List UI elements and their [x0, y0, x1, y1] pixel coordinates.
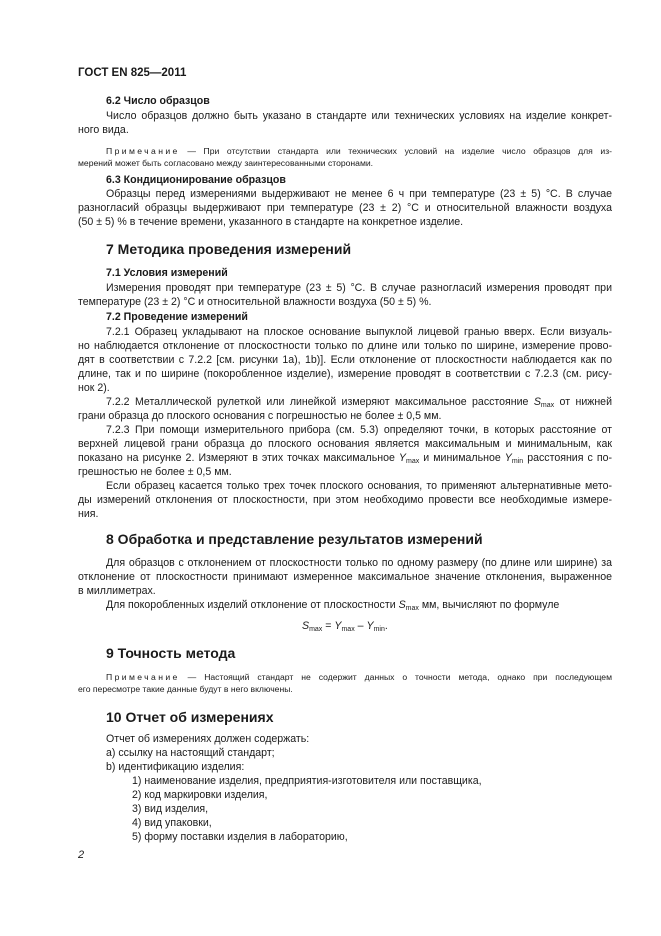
- paragraph-line: температуре (23 ± 2) °С и относительной влажности воздуха (50 ± 5) %.: [78, 296, 432, 308]
- formula-var: S: [398, 599, 406, 611]
- formula-var: S: [533, 396, 541, 408]
- formula-subscript: max: [309, 626, 323, 633]
- formula-end: .: [384, 620, 388, 632]
- formula-var: Y: [504, 452, 512, 464]
- list-item: 2) код маркировки изделия,: [132, 789, 268, 801]
- paragraph-line: ды измерений отклонения от плоскостности, при этом необходимо провести все необходимые измере-: [78, 494, 612, 506]
- section-6-2-title: 6.2 Число образцов: [106, 95, 210, 107]
- list-item: a) ссылку на настоящий стандарт;: [106, 747, 275, 759]
- section-10-heading: 10 Отчет об измерениях: [106, 709, 274, 725]
- text-run: мм, вычисляют по формуле: [418, 599, 560, 611]
- paragraph-7-2-3-line3: [78, 451, 612, 465]
- list-item: 4) вид упаковки,: [132, 817, 212, 829]
- paragraph-line: ния.: [78, 508, 99, 520]
- paragraph-line: в миллиметрах.: [78, 585, 156, 597]
- formula-subscript: max: [540, 402, 555, 409]
- paragraph-line: (50 ± 5) % в течение времени, указанного в стандарте на конкретное изделие.: [78, 216, 464, 228]
- section-7-2-title: 7.2 Проведение измерений: [106, 311, 248, 323]
- paragraph-8-formula-intro: [106, 598, 559, 612]
- text-run: показано на рисунке 2. Измеряют в этих точках максимальное: [78, 452, 399, 464]
- note-text: — Настоящий стандарт не содержит данных о точности метода, однако при последующем: [179, 672, 612, 682]
- paragraph-line: разногласий образцы выдерживают при температуре (23 ± 2) °С и относительной влажности воздуха: [78, 202, 612, 214]
- paragraph-7-2-2: [106, 395, 612, 409]
- text-run: Для покоробленных изделий отклонение от плоскостности: [106, 599, 399, 611]
- list-item: 5) форму поставки изделия в лабораторию,: [132, 831, 348, 843]
- paragraph-line: грешностью не более ± 0,5 мм.: [78, 466, 232, 478]
- formula-var: Y: [334, 620, 342, 632]
- note-label: Примечание: [106, 672, 180, 682]
- section-9-heading: 9 Точность метода: [106, 645, 236, 661]
- paragraph-line: Измерения проводят при температуре (23 ± 5) °С. В случае разногласий измерения проводят при: [106, 282, 612, 294]
- formula-subscript: min: [511, 458, 524, 465]
- note-6-2: [106, 145, 612, 157]
- paragraph-line: 7.2.1 Образец укладывают на плоское основание выпуклой лицевой гранью вверх. Если визуаль-: [106, 326, 612, 338]
- note-label: Примечание: [106, 146, 180, 156]
- formula-subscript: max: [405, 605, 419, 612]
- section-6-3-title: 6.3 Кондиционирование образцов: [106, 174, 286, 186]
- formula-var: S: [302, 620, 310, 632]
- paragraph-line: грани образца до плоского основания с погрешностью не более ± 0,5 мм.: [78, 410, 442, 422]
- text-run: и минимальное: [419, 452, 505, 464]
- formula-subscript: max: [406, 458, 420, 465]
- text-run: от нижней: [554, 396, 612, 408]
- formula-subscript: max: [341, 626, 355, 633]
- paragraph-line: 7.2.3 При помощи измерительного прибора (см. 5.3) определяют точки, в которых расстояние от: [106, 424, 612, 436]
- section-7-1-title: 7.1 Условия измерений: [106, 267, 228, 279]
- note-text: — При отсутствии стандарта или технических условий на изделие число образцов для из-: [179, 146, 612, 156]
- page-number: 2: [78, 849, 85, 861]
- list-item: 1) наименование изделия, предприятия-изготовителя или поставщика,: [132, 775, 482, 787]
- list-item: 3) вид изделия,: [132, 803, 209, 815]
- formula-var: Y: [366, 620, 374, 632]
- paragraph-line: но наблюдается отклонение от плоскостности только по длине или только по ширине, измерение прово-: [78, 340, 612, 352]
- text-run: расстояния с по-: [523, 452, 613, 464]
- paragraph-line: Число образцов должно быть указано в стандарте или технических условиях на изделие конкрет-: [106, 110, 612, 122]
- formula-var: Y: [398, 452, 406, 464]
- note-9: [106, 671, 612, 683]
- paragraph-line: Образцы перед измерениями выдерживают не менее 6 ч при температуре (23 ± 5) °С. В случае: [106, 188, 612, 200]
- paragraph-line: длине, так и по ширине (покоробленное изделие), измерение проводят в соответствии с 7.2.3 (см. рису-: [78, 368, 612, 380]
- paragraph-line: Для образцов с отклонением от плоскостности только по одному размеру (по длине или ширине) за: [106, 557, 612, 569]
- paragraph-line: Отчет об измерениях должен содержать:: [106, 733, 310, 745]
- text-run: 7.2.2 Металлической рулеткой или линейкой измеряют максимальное расстояние: [106, 396, 534, 408]
- paragraph-line: нок 2).: [78, 382, 110, 394]
- formula-operator: =: [322, 620, 335, 632]
- paragraph-line: верхней лицевой грани образца до плоского основания является максимальным и минимальным, как: [78, 438, 612, 450]
- paragraph-line: отклонение от плоскостности принимают измеренное максимальное значение отклонения, выраженное: [78, 571, 612, 583]
- section-8-heading: 8 Обработка и представление результатов измерений: [106, 531, 483, 547]
- section-7-heading: 7 Методика проведения измерений: [106, 241, 352, 257]
- paragraph-line: дят в соответствии с 7.2.2 [см. рисунки 1а), 1b)]. Если отклонение от плоскостности наблюдается как по: [78, 354, 612, 366]
- note-text: его пересмотре такие данные будут в него включены.: [78, 684, 293, 694]
- paragraph-line: Если образец касается только трех точек плоского основания, то применяют альтернативные мето-: [106, 480, 612, 492]
- list-item: b) идентификацию изделия:: [106, 761, 245, 773]
- paragraph-line: ного вида.: [78, 124, 129, 136]
- formula-subscript: min: [373, 626, 385, 633]
- document-header: ГОСТ EN 825—2011: [78, 67, 187, 79]
- formula-operator: –: [354, 620, 367, 632]
- formula: [302, 619, 388, 633]
- note-text: мерений может быть согласовано между заинтересованными сторонами.: [78, 158, 374, 168]
